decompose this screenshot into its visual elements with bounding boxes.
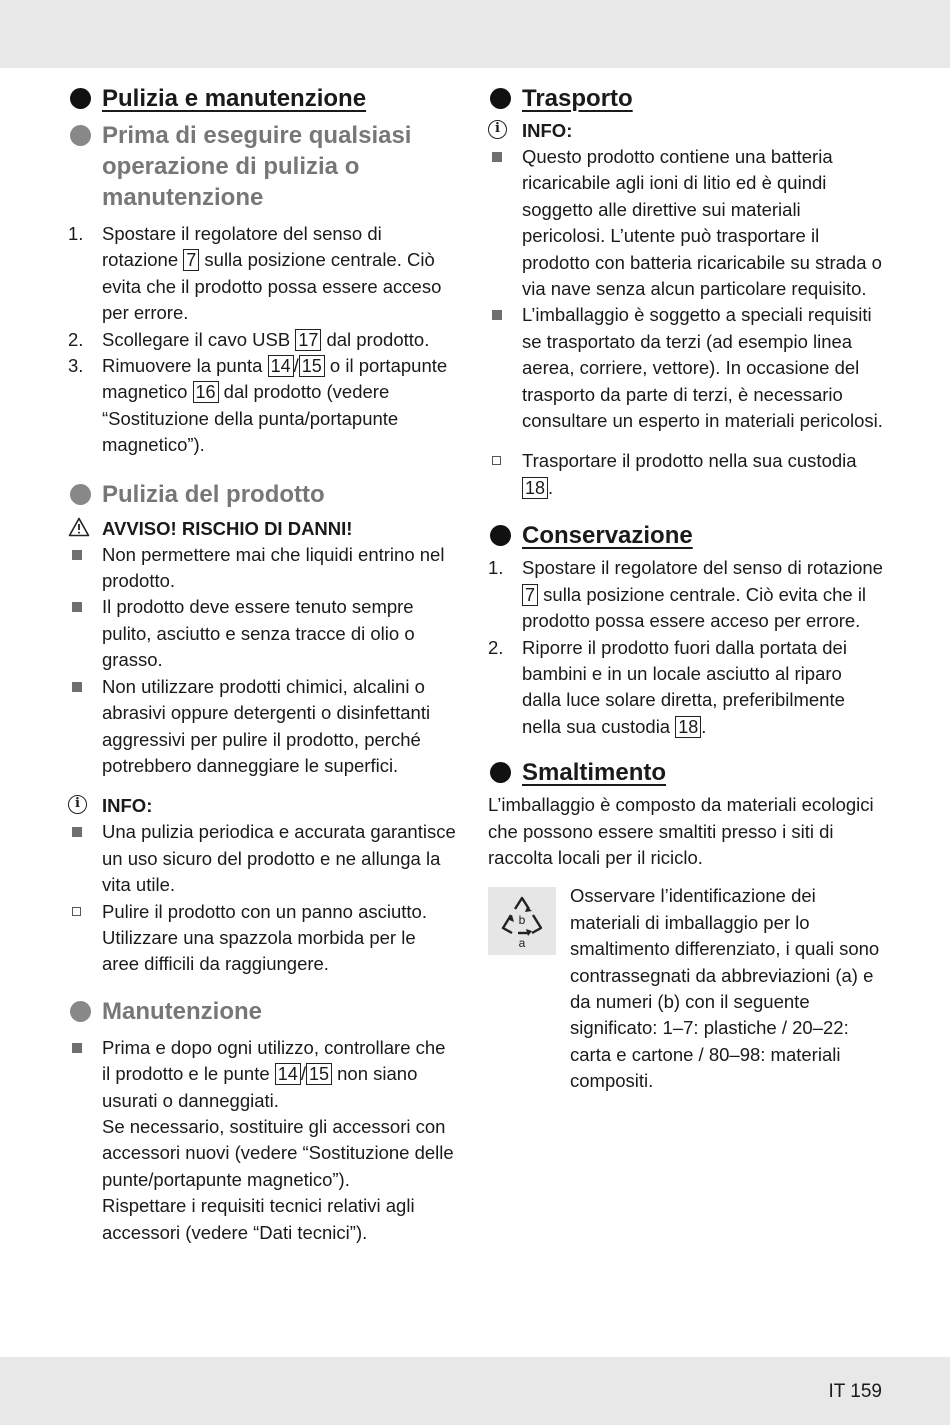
action-item: Trasportare il prodotto nella sua custodia 18 . [488,448,886,501]
ref-box: 15 [306,1063,332,1085]
left-column [68,84,456,1246]
info-icon: i [68,795,87,814]
ref-box: 14 [268,355,294,377]
ref-box: 7 [522,584,538,606]
ref-box: 18 [675,716,701,738]
bullet-dot-icon [490,88,511,109]
ref-box: 14 [275,1063,301,1085]
bullet-dot-icon [70,88,91,109]
bullet-dot-icon [70,125,91,146]
recycling-symbol-icon [488,887,556,955]
section-title-disposal: Smaltimento [488,758,886,788]
action-item: Pulire il prodotto con un panno asciutto. Utilizzare una spazzola morbida per le aree difficili da raggiungere. [68,899,456,978]
square-bullet-icon [72,1043,82,1053]
list-item: Prima e dopo ogni utilizzo, controllare che il prodotto e le punte 14 / 15 non siano usurati o danneggiati. Se necessario, sostituire gli accessori con accessori nuovi (vedere “Sostituzione delle punte/portapunte magnetico”). Rispettare i requisiti tecnici relativi agli accessori (vedere “Dati tecnici”). [68,1035,456,1246]
ref-box: 7 [183,249,199,271]
subsection-title-maintenance: Manutenzione [68,996,456,1027]
list-item: 2. Riporre il prodotto fuori dalla portata dei bambini e in un locale asciutto al riparo dalla luce solare diretta, preferibilmente nella sua custodia 18 . [488,636,847,737]
header-band [0,0,950,68]
list-item: L’imballaggio è soggetto a speciali requisiti se trasportato da terzi (ad esempio linea aerea, corriere, vettore). In occasione del trasporto da parte di terzi, è necessario consultare un esperto in materiali pericolosi. [488,302,886,434]
disposal-paragraph: L’imballaggio è composto da materiali ecologici che possono essere smaltiti presso i siti di raccolta locali per il riciclo. [488,794,874,868]
bullet-dot-icon [70,1001,91,1022]
warning-triangle-icon [68,517,90,537]
square-bullet-icon [72,682,82,692]
recycling-paragraph: Osservare l’identificazione dei materiali di imballaggio per lo smaltimento differenziato, i quali sono contrassegnati da abbreviazioni (a) e da numeri (b) con il seguente significato: 1–7: plastiche / 20–22: carta e cartone / 80–98: materiali compositi. [570,885,880,1092]
bullet-dot-icon [490,525,511,546]
subsection-title-product-cleaning: Pulizia del prodotto [68,479,456,510]
warning-heading: AVVISO! RISCHIO DI DANNI! [68,516,456,542]
ref-box: 15 [299,355,325,377]
section-title-cleaning-maintenance: Pulizia e manutenzione [68,84,456,114]
list-item: Una pulizia periodica e accurata garantisce un uso sicuro del prodotto e ne allunga la vita utile. [68,819,456,898]
list-item: Non permettere mai che liquidi entrino nel prodotto. [68,542,456,595]
square-bullet-icon [72,602,82,612]
bullet-dot-icon [70,484,91,505]
maintenance-list [68,1035,456,1246]
ref-box: 16 [193,381,219,403]
square-bullet-icon [492,310,502,320]
square-bullet-icon [492,152,502,162]
transport-action-list [488,448,886,501]
bullet-dot-icon [490,762,511,783]
list-item: Il prodotto deve essere tenuto sempre pulito, asciutto e senza tracce di olio o grasso. [68,594,456,673]
ref-box: 17 [295,329,321,351]
svg-text:b: b [518,913,526,928]
section-title-storage: Conservazione [488,521,886,551]
list-item: 1. Spostare il regolatore del senso di rotazione 7 sulla posizione centrale. Ciò evita che il prodotto possa essere acceso per errore. [488,557,883,632]
ref-box: 18 [522,477,548,499]
checkbox-square-icon [492,456,501,465]
info-heading: i INFO: [68,793,456,819]
checkbox-square-icon [72,907,81,916]
footer-band [0,1357,950,1425]
info-list [68,819,456,977]
right-column [488,84,886,1095]
list-item: 2. Scollegare il cavo USB 17 dal prodotto. [68,328,430,350]
list-item: 1. Spostare il regolatore del senso di rotazione 7 sulla posizione centrale. Ciò evita che il prodotto possa essere acceso per errore. [68,223,442,324]
section-title-transport: Trasporto [488,84,886,114]
list-item: Non utilizzare prodotti chimici, alcalini o abrasivi oppure detergenti o disinfettanti aggressivi per pulire il prodotto, perché potrebbero danneggiare le superfici. [68,674,456,780]
paragraph: Se necessario, sostituire gli accessori con accessori nuovi (vedere “Sostituzione delle punte/portapunte magnetico”). [102,1115,454,1190]
square-bullet-icon [72,827,82,837]
cleaning-steps-list [68,221,456,459]
transport-info-list [488,144,886,434]
list-item: 3. Rimuovere la punta 14 / 15 o il portapunte magnetico 16 dal prodotto (vedere “Sostituzione della punta/portapunte magnetico”). [68,355,448,456]
subsection-title-before-cleaning: Prima di eseguire qualsiasi operazione di pulizia o manutenzione [68,120,456,213]
info-heading: i INFO: [488,118,886,144]
square-bullet-icon [72,550,82,560]
page-number: IT 159 [828,1381,882,1402]
storage-steps-list [488,555,886,740]
recycling-block [488,883,886,1094]
list-item: Questo prodotto contiene una batteria ricaricabile agli ioni di litio ed è quindi soggetto alle direttive sui materiali pericolosi. L’utente può trasportare il prodotto con batteria ricaricabile su strada o via nave senza alcun particolare requisito. [488,144,886,302]
svg-text:a: a [518,936,526,951]
paragraph: Rispettare i requisiti tecnici relativi agli accessori (vedere “Dati tecnici”). [102,1195,415,1243]
info-icon: i [488,120,507,139]
warning-list [68,542,456,780]
